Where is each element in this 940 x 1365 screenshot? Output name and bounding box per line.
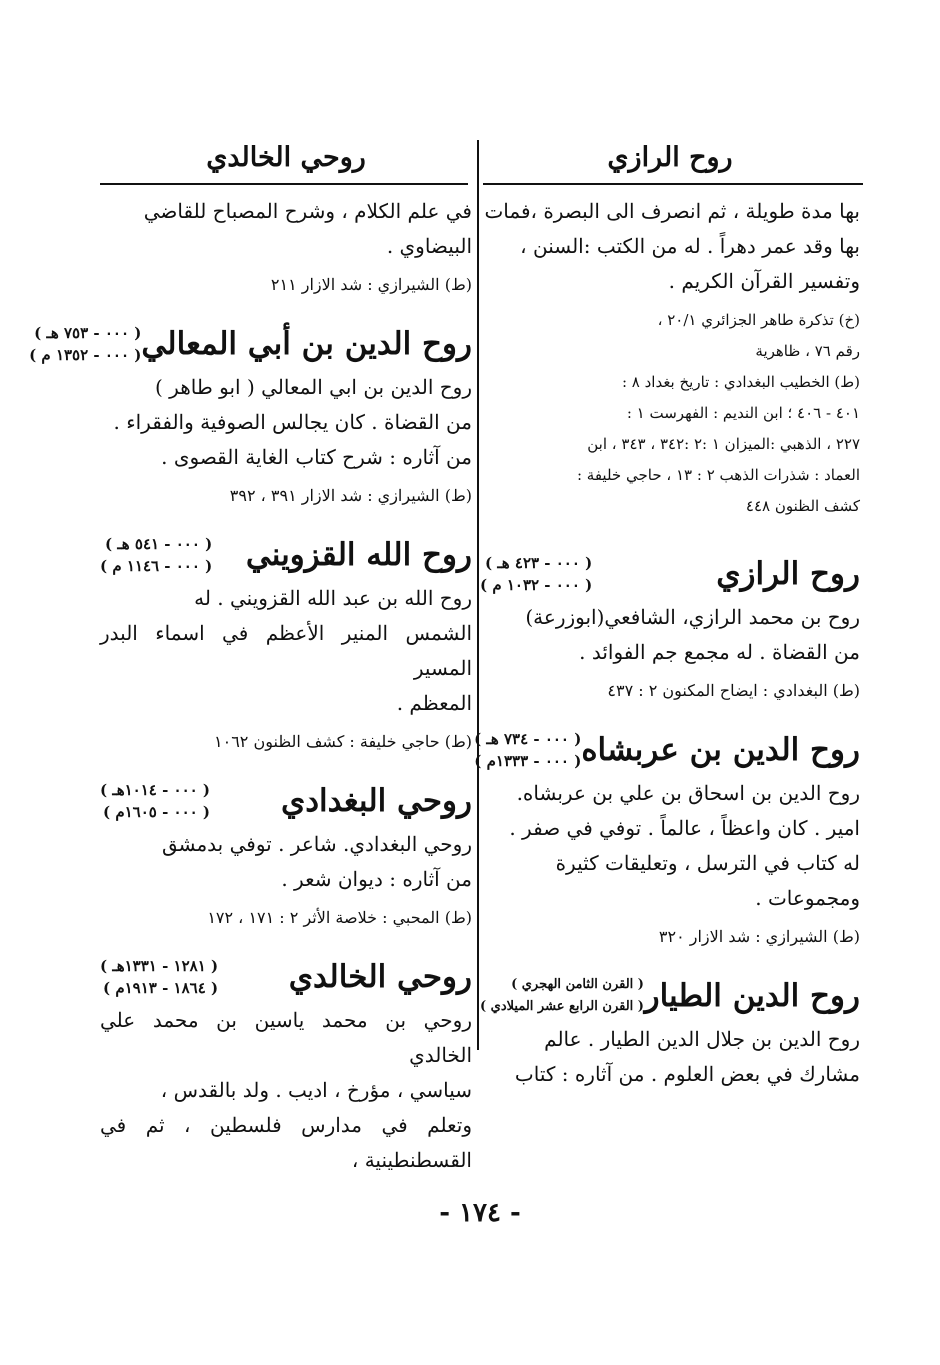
text-line: روح الله بن عبد الله القزويني . له bbox=[194, 586, 472, 610]
entry-title: روحي الخالدي bbox=[288, 959, 472, 995]
text-line: ومجموعات . bbox=[755, 886, 860, 910]
entry-heading bbox=[100, 533, 472, 577]
entry-dates bbox=[100, 955, 218, 999]
page-number: - ١٧٤ - bbox=[439, 1198, 521, 1228]
reference-line: (ط) حاجي خليفة : كشف الظنون ١٠٦٢ bbox=[214, 732, 472, 751]
entry-dates bbox=[474, 728, 581, 772]
text-line: من القضاة . له مجمع جم الفوائد . bbox=[579, 640, 860, 664]
text-line: امير . كان واعظاً ، عالماً . توفي في صفر . bbox=[509, 816, 860, 840]
reference-line: العماد : شذرات الذهب ٢ : ١٣ ، حاجي خليفة : bbox=[576, 466, 860, 484]
text-line: بها مدة طويلة ، ثم انصرف الى البصرة ،فمات bbox=[484, 199, 860, 223]
entry-heading bbox=[29, 322, 472, 366]
right-column-body bbox=[474, 194, 860, 1092]
entry-heading bbox=[100, 955, 472, 999]
date-hijri: ( ٠٠٠ - ٧٥٣ هـ ) bbox=[34, 324, 142, 342]
text-line: روحي بن محمد ياسين بن محمد علي الخالدي bbox=[100, 1008, 472, 1067]
reference-line: ٤٠١ - ٤٠٦ ؛ ابن النديم : الفهرست ١ : bbox=[626, 404, 860, 422]
text-line: الشمس المنير الأعظم في اسماء البدر المسير bbox=[100, 621, 472, 680]
date-hijri: ( ١٢٨١ - ١٣٣١هـ ) bbox=[100, 957, 219, 975]
column-divider bbox=[477, 140, 479, 1050]
date-gregorian: ( ٠٠٠ - ١٣٣٣م ) bbox=[474, 752, 582, 770]
entry-title: روح الدين بن عربشاه bbox=[581, 732, 860, 768]
running-head-left: روحي الخالدي bbox=[206, 142, 366, 173]
date-gregorian: ( ٠٠٠ - ١٣٥٢ م ) bbox=[29, 346, 142, 364]
text-line: روح الدين بن ابي المعالي ( ابو طاهر ) bbox=[155, 375, 472, 399]
text-line: من آثاره : ديوان شعر . bbox=[281, 867, 472, 891]
text-line: في علم الكلام ، وشرح المصباح للقاضي bbox=[143, 199, 472, 223]
reference-line: (ط) البغدادي : ايضاح المكنون ٢ : ٤٣٧ bbox=[607, 681, 860, 700]
entry-title: روح الدين بن أبي المعالي bbox=[141, 326, 472, 362]
entry-heading bbox=[480, 552, 860, 596]
reference-line: (ط) الشيرازي : شد الازار ٢١١ bbox=[270, 275, 472, 294]
entry-heading bbox=[480, 974, 860, 1018]
text-line: وتفسير القرآن الكريم . bbox=[668, 269, 860, 293]
entry-title: روح الرازي bbox=[716, 556, 860, 592]
entry-heading bbox=[100, 779, 472, 823]
date-gregorian: ( القرن الرابع عشر الميلادي ) bbox=[480, 999, 644, 1014]
text-line: له كتاب في الترسل ، وتعليقات كثيرة bbox=[555, 851, 860, 875]
reference-line: (خ) تذكرة طاهر الجزائري ٢٠/١ ، bbox=[657, 311, 860, 329]
reference-line: (ط) الخطيب البغدادي : تاريخ بغداد ٨ : bbox=[621, 373, 860, 391]
head-rule-right bbox=[483, 183, 863, 185]
date-hijri: ( القرن الثامن الهجري ) bbox=[511, 977, 644, 992]
date-gregorian: ( ٠٠٠ - ١٦٠٥م ) bbox=[103, 803, 211, 821]
date-hijri: ( ٠٠٠ - ٧٣٤ هـ ) bbox=[474, 730, 582, 748]
text-line: المعظم . bbox=[396, 691, 472, 715]
entry-dates bbox=[29, 322, 141, 366]
text-line: بها وقد عمر دهراً . له من الكتب :السنن ، bbox=[520, 234, 860, 258]
text-line: سياسي ، مؤرخ ، اديب . ولد بالقدس ، bbox=[160, 1078, 472, 1102]
text-line: البيضاوي . bbox=[386, 234, 472, 258]
text-line: وتعلم في مدارس فلسطين ، ثم في القسطنطينية ، bbox=[100, 1113, 472, 1172]
text-line: من القضاة . كان يجالس الصوفية والفقراء . bbox=[113, 410, 472, 434]
date-hijri: ( ٠٠٠ - ٤٢٣ هـ ) bbox=[485, 554, 593, 572]
text-line: مشارك في بعض العلوم . من آثاره : كتاب bbox=[514, 1062, 860, 1086]
date-gregorian: ( ١٨٦٤ - ١٩١٣م ) bbox=[103, 979, 219, 997]
entry-dates bbox=[100, 779, 210, 823]
text-line: روح الدين بن اسحاق بن علي بن عربشاه. bbox=[516, 781, 860, 805]
left-column-body bbox=[29, 194, 472, 1178]
date-hijri: ( ٠٠٠ - ٥٤١ هـ ) bbox=[105, 535, 213, 553]
entry-dates bbox=[480, 974, 644, 1018]
entry-title: روح الدين الطيار bbox=[644, 978, 860, 1014]
reference-line: (ط) الشيرازي : شد الازار ٣٩١ ، ٣٩٢ bbox=[229, 486, 472, 505]
head-rule-left bbox=[100, 183, 468, 185]
text-line: روح الدين بن جلال الدين الطيار . عالم bbox=[544, 1027, 860, 1051]
entry-dates bbox=[100, 533, 212, 577]
entry-title: روحي البغدادي bbox=[280, 783, 472, 819]
reference-line: (ط) المحبي : خلاصة الأثر ٢ : ١٧١ ، ١٧٢ bbox=[207, 908, 472, 927]
running-head-right: روح الرازي bbox=[607, 142, 733, 173]
reference-line: ٢٢٧ ، الذهبي :الميزان ١ :٢ :٣٤٢ ، ٣٤٣ ، ابن bbox=[587, 435, 860, 453]
date-gregorian: ( ٠٠٠ - ١٠٣٢ م ) bbox=[480, 576, 593, 594]
date-hijri: ( ٠٠٠ - ١٠١٤هـ ) bbox=[100, 781, 211, 799]
reference-line: رقم ٧٦ ، ظاهرية bbox=[755, 342, 860, 360]
entry-heading bbox=[474, 728, 860, 772]
date-gregorian: ( ٠٠٠ - ١١٤٦ م ) bbox=[100, 557, 213, 575]
right-column bbox=[474, 138, 860, 1086]
entry-dates bbox=[480, 552, 592, 596]
reference-line: كشف الظنون ٤٤٨ bbox=[745, 497, 860, 515]
left-column bbox=[29, 138, 472, 1172]
text-line: من آثاره : شرح كتاب الغاية القصوى . bbox=[161, 445, 472, 469]
reference-line: (ط) الشيرازي : شد الازار ٣٢٠ bbox=[658, 927, 860, 946]
text-line: روح بن محمد الرازي، الشافعي(ابوزرعة) bbox=[525, 605, 860, 629]
text-line: روحي البغدادي. شاعر . توفي بدمشق bbox=[161, 832, 472, 856]
entry-title: روح الله القزويني bbox=[245, 537, 472, 573]
